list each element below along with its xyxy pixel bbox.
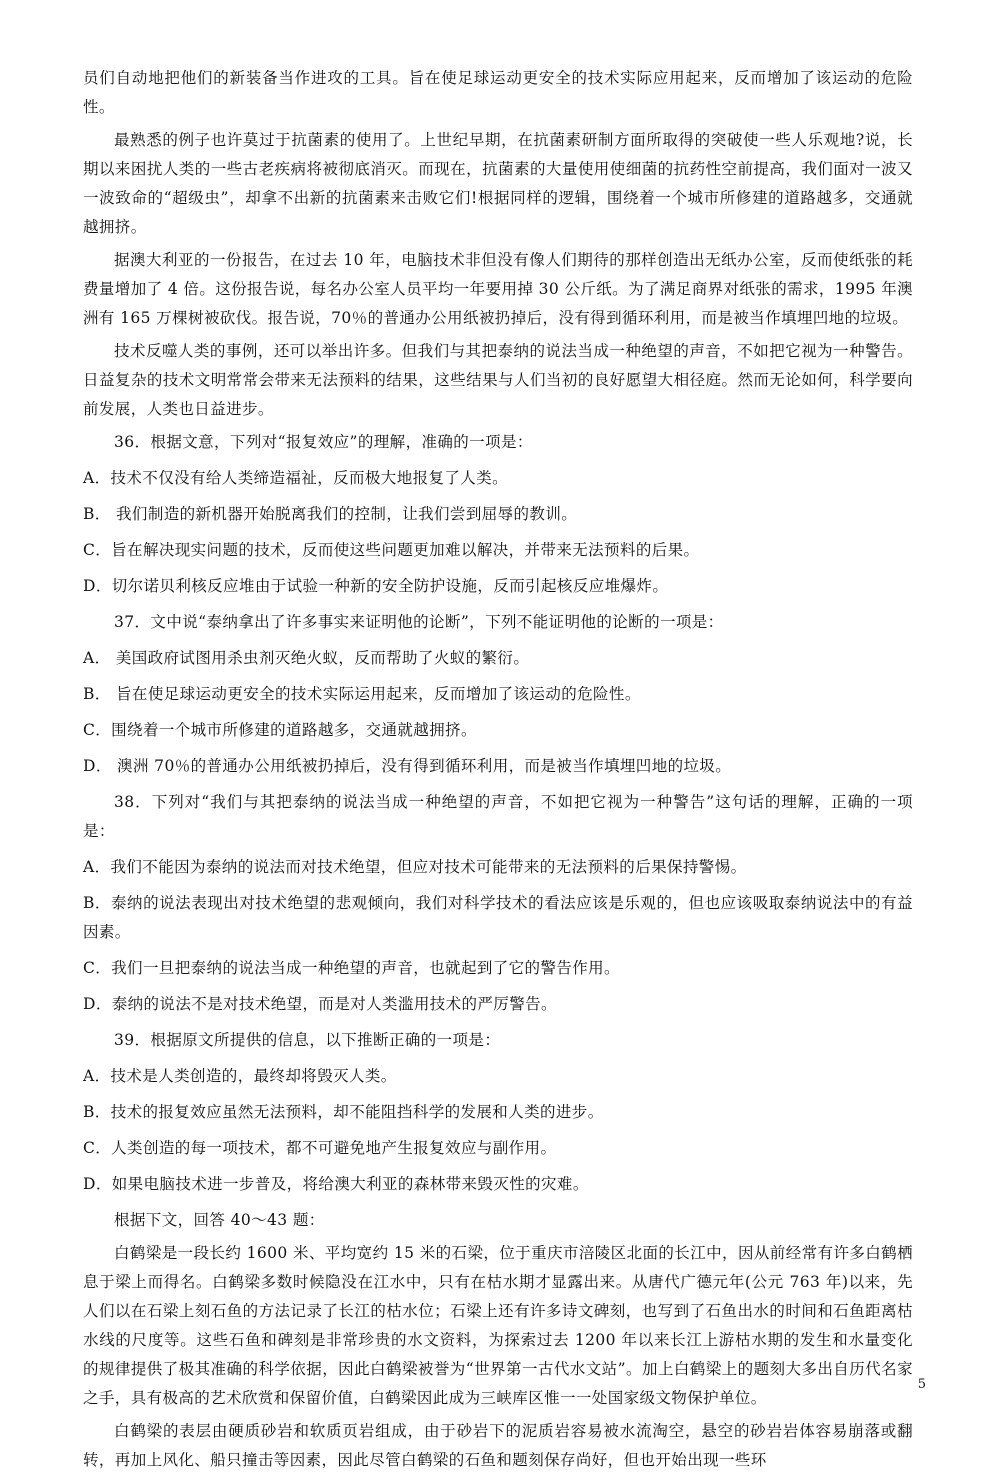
question-option: D． 澳洲 70％的普通办公用纸被扔掉后，没有得到循环利用，而是被当作填埋凹地的垃圾。 (83, 757, 732, 775)
question-option: B． 旨在使足球运动更安全的技术实际运用起来，反而增加了该运动的危险性。 (83, 685, 641, 703)
question-option: D．切尔诺贝利核反应堆由于试验一种新的安全防护设施，反而引起核反应堆爆炸。 (83, 577, 669, 595)
body-paragraph: 白鹤梁是一段长约 1600 米、平均宽约 15 米的石梁，位于重庆市涪陵区北面的长江中，因从前经常有许多白鹤栖息于梁上而得名。白鹤梁多数时候隐没在江水中，只有在枯水期才显露出来。从唐代广德元年(公元 763 年)以来，先人们以在石梁上刻石鱼的方法记录了长江的枯水位；石梁上还有许多诗文碑刻，也写到了石鱼出水的时间和石鱼距离枯水线的尺度等。这些石鱼和碑刻是非常珍贵的水文资料，为探索过去 1200 年以来长江上游枯水期的发生和水量变化的规律提供了极其准确的科学依据，因此白鹤梁被誉为“世界第一古代水文站”。加上白鹤梁上的题刻大多出自历代名家之手，具有极高的艺术欣赏和保留价值，白鹤梁因此成为三峡库区惟一一处国家级文物保护单位。 (83, 1244, 913, 1407)
body-paragraph: 白鹤梁的表层由硬质砂岩和软质页岩组成，由于砂岩下的泥质岩容易被水流淘空，悬空的砂岩岩体容易崩落或翻转，再加上风化、船只撞击等因素，因此尽管白鹤梁的石鱼和题刻保存尚好，但也开始出现一些环 (83, 1422, 913, 1469)
question-option: A．技术不仅没有给人类缔造福祉，反而极大地报复了人类。 (83, 469, 508, 487)
question-stem: 37．文中说“泰纳拿出了许多事实来证明他的论断”，下列不能证明他的论断的一项是： (114, 613, 724, 631)
question-option: B．泰纳的说法表现出对技术绝望的悲观倾向，我们对科学技术的看法应该是乐观的，但也应该吸取泰纳说法中的有益因素。 (83, 894, 913, 941)
question-option: D．泰纳的说法不是对技术绝望，而是对人类滥用技术的严厉警告。 (83, 995, 557, 1013)
question-option: C．围绕着一个城市所修建的道路越多，交通就越拥挤。 (83, 721, 477, 739)
section-lead: 根据下文，回答 40～43 题： (114, 1211, 325, 1229)
question-stem: 39．根据原文所提供的信息，以下推断正确的一项是： (114, 1031, 501, 1049)
question-stem: 38．下列对“我们与其把泰纳的说法当成一种绝望的声音，不如把它视为一种警告”这句话的理解，正确的一项是： (83, 793, 913, 840)
page-number: 5 (917, 1377, 926, 1392)
question-option: C．旨在解决现实问题的技术，反而使这些问题更加难以解决，并带来无法预料的后果。 (83, 541, 700, 559)
question-option: A． 美国政府试图用杀虫剂灭绝火蚁，反而帮助了火蚁的繁衍。 (83, 649, 530, 667)
question-option: C．我们一旦把泰纳的说法当成一种绝望的声音，也就起到了它的警告作用。 (83, 959, 620, 977)
question-option: D．如果电脑技术进一步普及，将给澳大利亚的森林带来毁灭性的灾难。 (83, 1175, 589, 1193)
question-stem: 36．根据文意，下列对“报复效应”的理解，准确的一项是： (114, 433, 533, 451)
question-option: C．人类创造的每一项技术，都不可避免地产生报复效应与副作用。 (83, 1139, 557, 1157)
question-option: B． 我们制造的新机器开始脱离我们的控制，让我们尝到屈辱的教训。 (83, 505, 578, 523)
question-option: A．我们不能因为泰纳的说法而对技术绝望，但应对技术可能带来的无法预料的后果保持警惕。 (83, 858, 747, 876)
question-option: A．技术是人类创造的，最终却将毁灭人类。 (83, 1067, 397, 1085)
body-paragraph: 据澳大利亚的一份报告，在过去 10 年，电脑技术非但没有像人们期待的那样创造出无纸办公室，反而使纸张的耗费量增加了 4 倍。这份报告说，每名办公室人员平均一年要用掉 30 公斤纸。为了满足商界对纸张的需求，1995 年澳洲有 165 万棵树被砍伐。报告说，70％的普通办公用纸被扔掉后，没有得到循环利用，而是被当作填埋凹地的垃圾。 (83, 251, 913, 327)
body-paragraph: 员们自动地把他们的新装备当作进攻的工具。旨在使足球运动更安全的技术实际应用起来，反而增加了该运动的危险性。 (83, 69, 913, 116)
question-option: B．技术的报复效应虽然无法预料，却不能阻挡科学的发展和人类的进步。 (83, 1103, 604, 1121)
body-paragraph: 最熟悉的例子也许莫过于抗菌素的使用了。上世纪早期，在抗菌素研制方面所取得的突破使一些人乐观地?说，长期以来困扰人类的一些古老疾病将被彻底消灭。而现在，抗菌素的大量使用使细菌的抗药性空前提高，我们面对一波又一波致命的“超级虫”，却拿不出新的抗菌素来击败它们!根据同样的逻辑，围绕着一个城市所修建的道路越多，交通就越拥挤。 (83, 131, 913, 236)
document-body (83, 64, 913, 1479)
body-paragraph: 技术反噬人类的事例，还可以举出许多。但我们与其把泰纳的说法当成一种绝望的声音，不如把它视为一种警告。日益复杂的技术文明常常会带来无法预料的结果，这些结果与人们当初的良好愿望大相径庭。然而无论如何，科学要向前发展，人类也日益进步。 (83, 342, 913, 418)
